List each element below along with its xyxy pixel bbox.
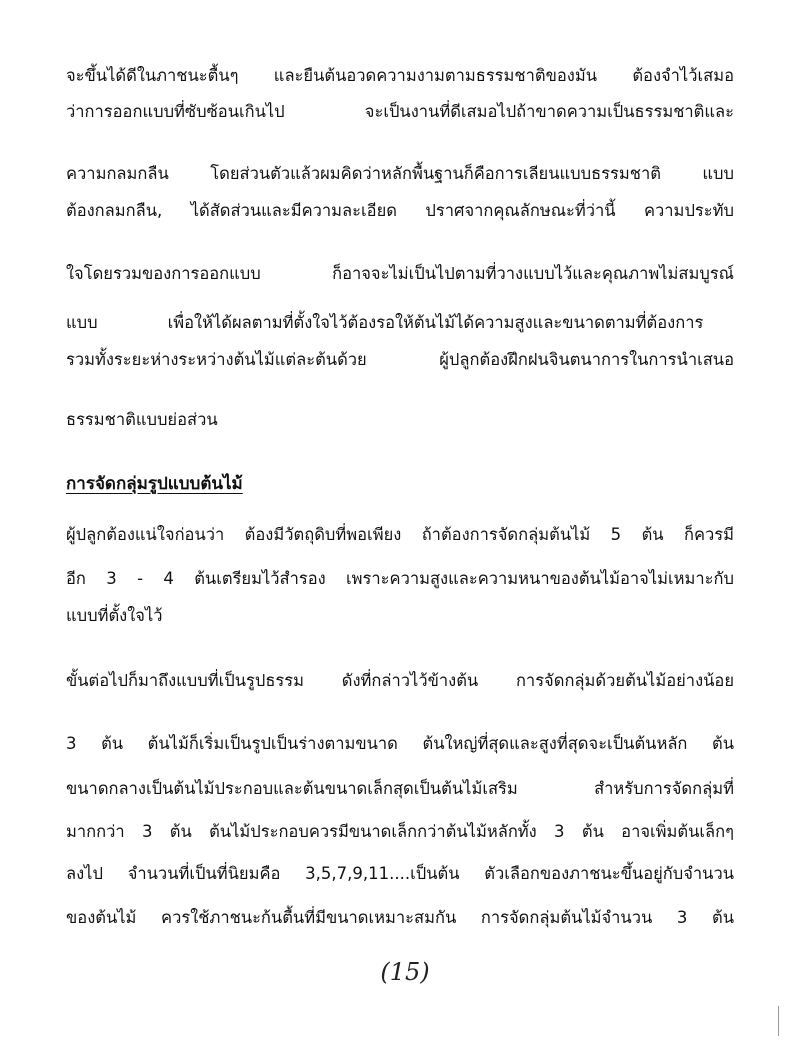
paragraph-line: ธรรมชาติแบบย่อส่วน <box>66 410 218 429</box>
paragraph-line: ขั้นต่อไปก็มาถึงแบบที่เป็นรูปธรรม ดังที่กล่าวไว้ข้างต้น การจัดกลุ่มด้วยต้นไม้อย่างน้อย <box>66 671 734 690</box>
paragraph-line: ว่าการออกแบบที่ซับซ้อนเกินไป จะเป็นงานที่ดีเสมอไปถ้าขาดความเป็นธรรมชาติและ <box>66 102 734 121</box>
paragraph-line: ความกลมกลืน โดยส่วนตัวแล้วผมคิดว่าหลักพื้นฐานก็คือการเลียนแบบธรรมชาติ แบบ <box>66 164 734 183</box>
paragraph-line: ใจโดยรวมของการออกแบบ ก็อาจจะไม่เป็นไปตามที่วางแบบไว้และคุณภาพไม่สมบูรณ์ <box>66 264 734 283</box>
paragraph-line: แบบที่ตั้งใจไว้ <box>66 606 163 625</box>
paragraph-line: ผู้ปลูกต้องแน่ใจก่อนว่า ต้องมีวัตถุดิบที่พอเพียง ถ้าต้องการจัดกลุ่มต้นไม้ 5 ต้น ก็ควรมี <box>66 525 734 544</box>
paragraph-line: ของต้นไม้ ควรใช้ภาชนะก้นตื้นที่มีขนาดเหมาะสมกัน การจัดกลุ่มต้นไม้จำนวน 3 ต้น <box>66 908 734 927</box>
paragraph-text: เพื่อให้ได้ผลตามที่ตั้งใจไว้ต้องรอให้ต้นไม้ได้ความสูงและขนาดตามที่ต้องการ <box>167 313 704 332</box>
paragraph-line: 3 ต้น ต้นไม้ก็เริ่มเป็นรูปเป็นร่างตามขนาด ต้นใหญ่ที่สุดและสูงที่สุดจะเป็นต้นหลัก ต้น <box>66 734 734 753</box>
section-heading: การจัดกลุ่มรูปแบบต้นไม้ <box>66 474 243 494</box>
page-number: (15) <box>380 958 430 986</box>
paragraph-line: อีก 3 - 4 ต้นเตรียมไว้สำรอง เพราะความสูงและความหนาของต้นไม้อาจไม่เหมาะกับ <box>66 569 734 588</box>
paragraph-word: แบบ <box>66 313 98 332</box>
paragraph-line: ขนาดกลางเป็นต้นไม้ประกอบและต้นขนาดเล็กสุดเป็นต้นไม้เสริม สำหรับการจัดกลุ่มที่ <box>66 779 734 798</box>
paragraph-line: ต้องกลมกลืน, ได้สัดส่วนและมีความละเอียด ปราศจากคุณลักษณะที่ว่านี้ ความประทับ <box>66 201 734 220</box>
paragraph-line: มากกว่า 3 ต้น ต้นไม้ประกอบควรมีขนาดเล็กกว่าต้นไม้หลักทั้ง 3 ต้น อาจเพิ่มต้นเล็กๆ <box>66 822 734 841</box>
paragraph-line: รวมทั้งระยะห่างระหว่างต้นไม้แต่ละต้นด้วย ผู้ปลูกต้องฝึกฝนจินตนาการในการนำเสนอ <box>66 350 734 369</box>
paragraph-line <box>66 311 734 335</box>
paragraph-line: จะขึ้นได้ดีในภาชนะตื้นๆ และยืนต้นอวดความงามตามธรรมชาติของมัน ต้องจำไว้เสมอ <box>66 66 734 85</box>
scan-edge-mark <box>778 1006 779 1036</box>
paragraph-line: ลงไป จำนวนที่เป็นที่นิยมคือ 3,5,7,9,11....เป็นต้น ตัวเลือกของภาชนะขึ้นอยู่กับจำนวน <box>66 864 734 883</box>
